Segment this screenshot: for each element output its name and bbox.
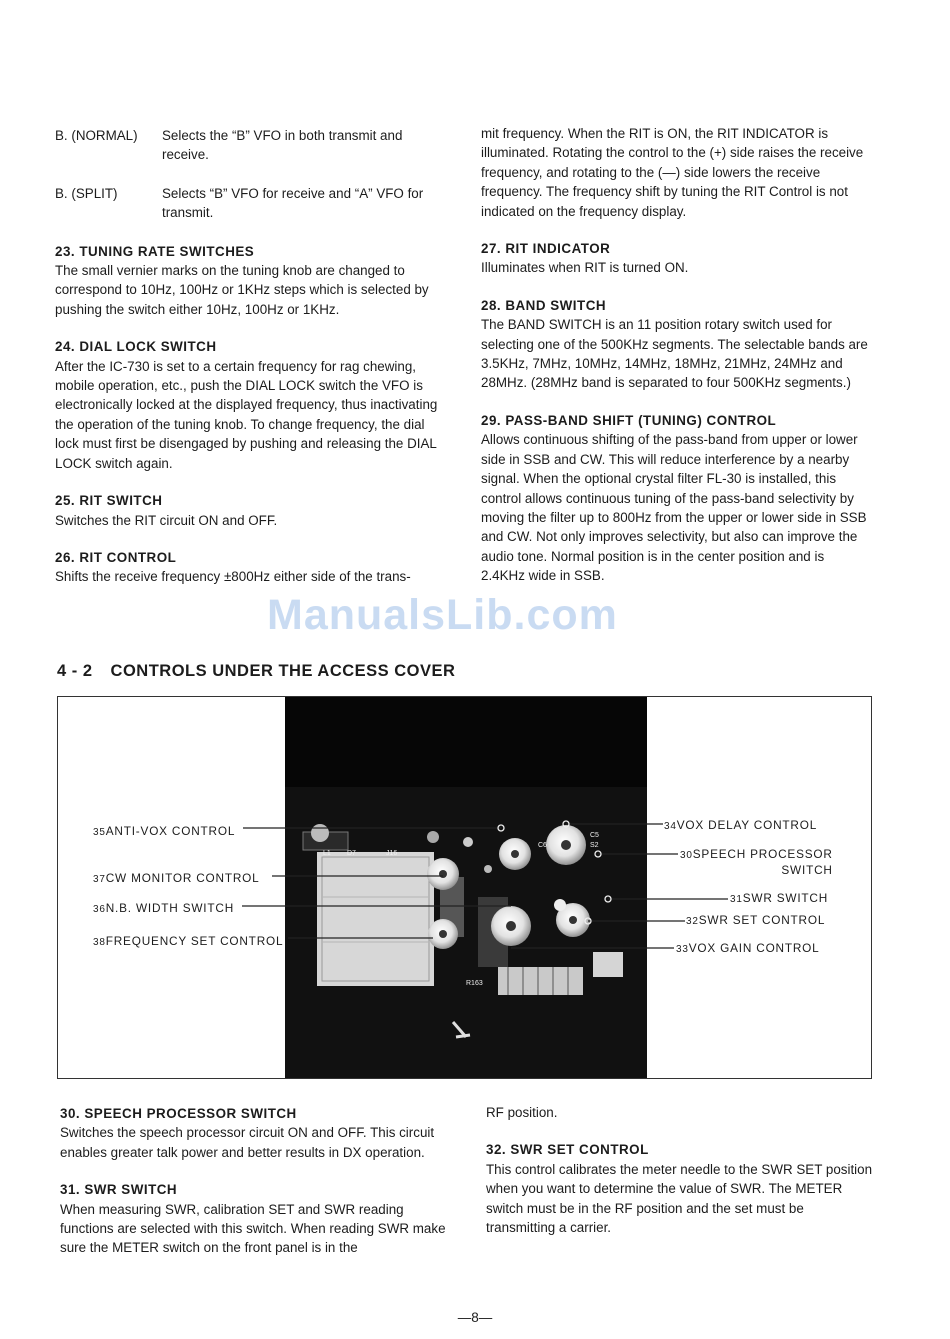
callout-number: 36: [93, 904, 106, 915]
vfo-split-entry: [55, 184, 443, 223]
board-label: C5: [590, 832, 599, 839]
callout-number: 30: [680, 850, 693, 861]
section-31: [60, 1180, 448, 1258]
board-label: S2: [590, 842, 599, 849]
vfo-split-label: B. (SPLIT): [55, 185, 118, 201]
callout-number: 33: [676, 944, 689, 955]
callout-anti-vox-control: [93, 824, 235, 840]
section-32: [486, 1140, 874, 1237]
section-31-title: 31. SWR SWITCH: [60, 1182, 178, 1198]
callout-number: 31: [730, 894, 743, 905]
callout-label: CW MONITOR CONTROL: [105, 871, 260, 885]
section-title: CONTROLS UNDER THE ACCESS COVER: [110, 662, 456, 680]
section-30-body: Switches the speech processor circuit ON and OFF. This circuit enables greater talk power and better results in DX operation.: [60, 1125, 435, 1160]
callout-number: 35: [93, 827, 106, 838]
section-28-title: 28. BAND SWITCH: [481, 297, 607, 313]
section-30: [60, 1104, 448, 1162]
callout-label: SWR SWITCH: [742, 891, 829, 905]
callout-label: SWR SET CONTROL: [698, 913, 826, 927]
board-label: D7: [347, 850, 356, 857]
callout-vox-gain-control: [676, 941, 820, 957]
board-label: J16: [386, 850, 398, 857]
section-25: [55, 491, 443, 530]
watermark: ManualsLib.com: [267, 591, 618, 639]
vfo-split-text: Selects “B” VFO for receive and “A” VFO for transmit.: [162, 185, 424, 221]
board-label: L1: [323, 850, 331, 857]
section-24-title: 24. DIAL LOCK SWITCH: [55, 339, 217, 355]
section-29-body: Allows continuous shifting of the pass-band from upper or lower side in SSB and CW. This will reduce interference by a nearby signal. When the optional crystal filter FL-30 is installed, this control allows continuous tuning of the pass-band selectivity by moving the filter up to 800Hz from the upper or lower side in SSB and CW. Not only improves selectivity, but also can improve the audio tone. Normal position is in the center position and is 2.4KHz wide in SSB.: [481, 432, 867, 584]
access-cover-figure: [57, 696, 872, 1079]
section-heading: [57, 662, 473, 681]
callout-label: ANTI-VOX CONTROL: [105, 824, 236, 838]
section-32-body: This control calibrates the meter needle to the SWR SET position when you want to determine the value of SWR. The METER switch must be in the RF position and the set must be transmitting a carrier.: [486, 1161, 873, 1236]
section-23-title: 23. TUNING RATE SWITCHES: [55, 243, 255, 259]
callout-label-line2: SWITCH: [781, 863, 833, 877]
section-25-body: Switches the RIT circuit ON and OFF.: [55, 512, 278, 528]
section-31-continued-body: RF position.: [486, 1105, 558, 1120]
callout-swr-set-control: [686, 913, 825, 929]
section-27: [481, 239, 871, 278]
bottom-left-column: [60, 1104, 448, 1276]
left-column: [55, 126, 443, 605]
callout-number: 34: [664, 821, 677, 832]
callout-swr-switch: [730, 891, 828, 907]
vfo-normal-label: B. (NORMAL): [55, 128, 138, 143]
vfo-normal-entry: [55, 126, 443, 165]
callout-speech-processor-switch: [680, 847, 833, 877]
connector-block: [498, 967, 583, 995]
callout-number: 32: [686, 916, 699, 927]
page-number: —8—: [457, 1310, 493, 1325]
section-25-title: 25. RIT SWITCH: [55, 493, 163, 509]
section-number: 4 - 2: [57, 662, 93, 680]
callout-vox-delay-control: [664, 818, 817, 834]
board-label: R163: [466, 980, 483, 987]
callout-frequency-set-control: [93, 934, 283, 950]
section-26-continued-body: mit frequency. When the RIT is ON, the RIT INDICATOR is illuminated. Rotating the control to the (+) side raises the receive frequency, and rotating to the (—) side lowers the receive frequency. The frequency shift by tuning the RIT Control is not indicated on the frequency display.: [481, 126, 864, 219]
right-column: [481, 124, 871, 604]
section-30-title: 30. SPEECH PROCESSOR SWITCH: [60, 1106, 297, 1121]
bottom-right-column: [486, 1103, 874, 1255]
knob-anti-vox: [554, 899, 566, 911]
callout-label: FREQUENCY SET CONTROL: [105, 934, 284, 948]
section-26-title: 26. RIT CONTROL: [55, 549, 177, 565]
figure-drawing: [58, 697, 871, 1078]
callout-label: VOX DELAY CONTROL: [676, 818, 818, 832]
callout-number: 38: [93, 937, 106, 948]
callout-label: VOX GAIN CONTROL: [688, 941, 820, 955]
section-29-title: 29. PASS-BAND SHIFT (TUNING) CONTROL: [481, 412, 777, 428]
callout-cw-monitor-control: [93, 871, 260, 887]
section-31-continued: [486, 1103, 874, 1122]
callout-nb-width-switch: [93, 901, 234, 917]
section-26-continued: [481, 124, 871, 221]
section-28-body: The BAND SWITCH is an 11 position rotary switch used for selecting one of the 500KHz segments. The selectable bands are 3.5KHz, 7MHz, 10MHz, 14MHz, 18MHz, 21MHz, 24MHz and 28MHz. (28MHz band is separated to four 500KHz segments.): [481, 317, 868, 391]
section-28: [481, 296, 871, 393]
vfo-normal-text: Selects the “B” VFO in both transmit and receive.: [162, 128, 403, 163]
board-top-shade: [285, 697, 647, 787]
section-26-body: Shifts the receive frequency ±800Hz either side of the trans-: [55, 569, 411, 585]
callout-number: 37: [93, 874, 106, 885]
board-label: C6: [538, 842, 547, 849]
section-29: [481, 411, 871, 586]
section-27-body: Illuminates when RIT is turned ON.: [481, 260, 689, 276]
section-31-body: When measuring SWR, calibration SET and SWR reading functions are selected with this switch. When reading SWR make sure the METER switch on the front panel is in the: [60, 1201, 446, 1256]
section-24: [55, 337, 443, 473]
section-24-body: After the IC-730 is set to a certain frequency for rag chewing, mobile operation, etc., push the DIAL LOCK switch the VFO is electronically locked at the displayed frequency, thus inactivating the operation of the tuning knob. To change frequency, the dial lock must first be disengaged by pushing and releasing the DIAL LOCK switch again.: [55, 358, 438, 471]
section-27-title: 27. RIT INDICATOR: [481, 241, 611, 257]
section-23: [55, 242, 443, 320]
callout-label: SPEECH PROCESSOR: [692, 847, 833, 861]
shield-can: [317, 852, 434, 986]
section-26: [55, 548, 443, 587]
callout-label: N.B. WIDTH SWITCH: [105, 901, 235, 915]
section-32-title: 32. SWR SET CONTROL: [486, 1142, 649, 1158]
section-23-body: The small vernier marks on the tuning knob are changed to correspond to 10Hz, 100Hz or 1KHz steps which is selected by pushing the switch either 10Hz, 100Hz or 1KHz.: [55, 263, 429, 317]
